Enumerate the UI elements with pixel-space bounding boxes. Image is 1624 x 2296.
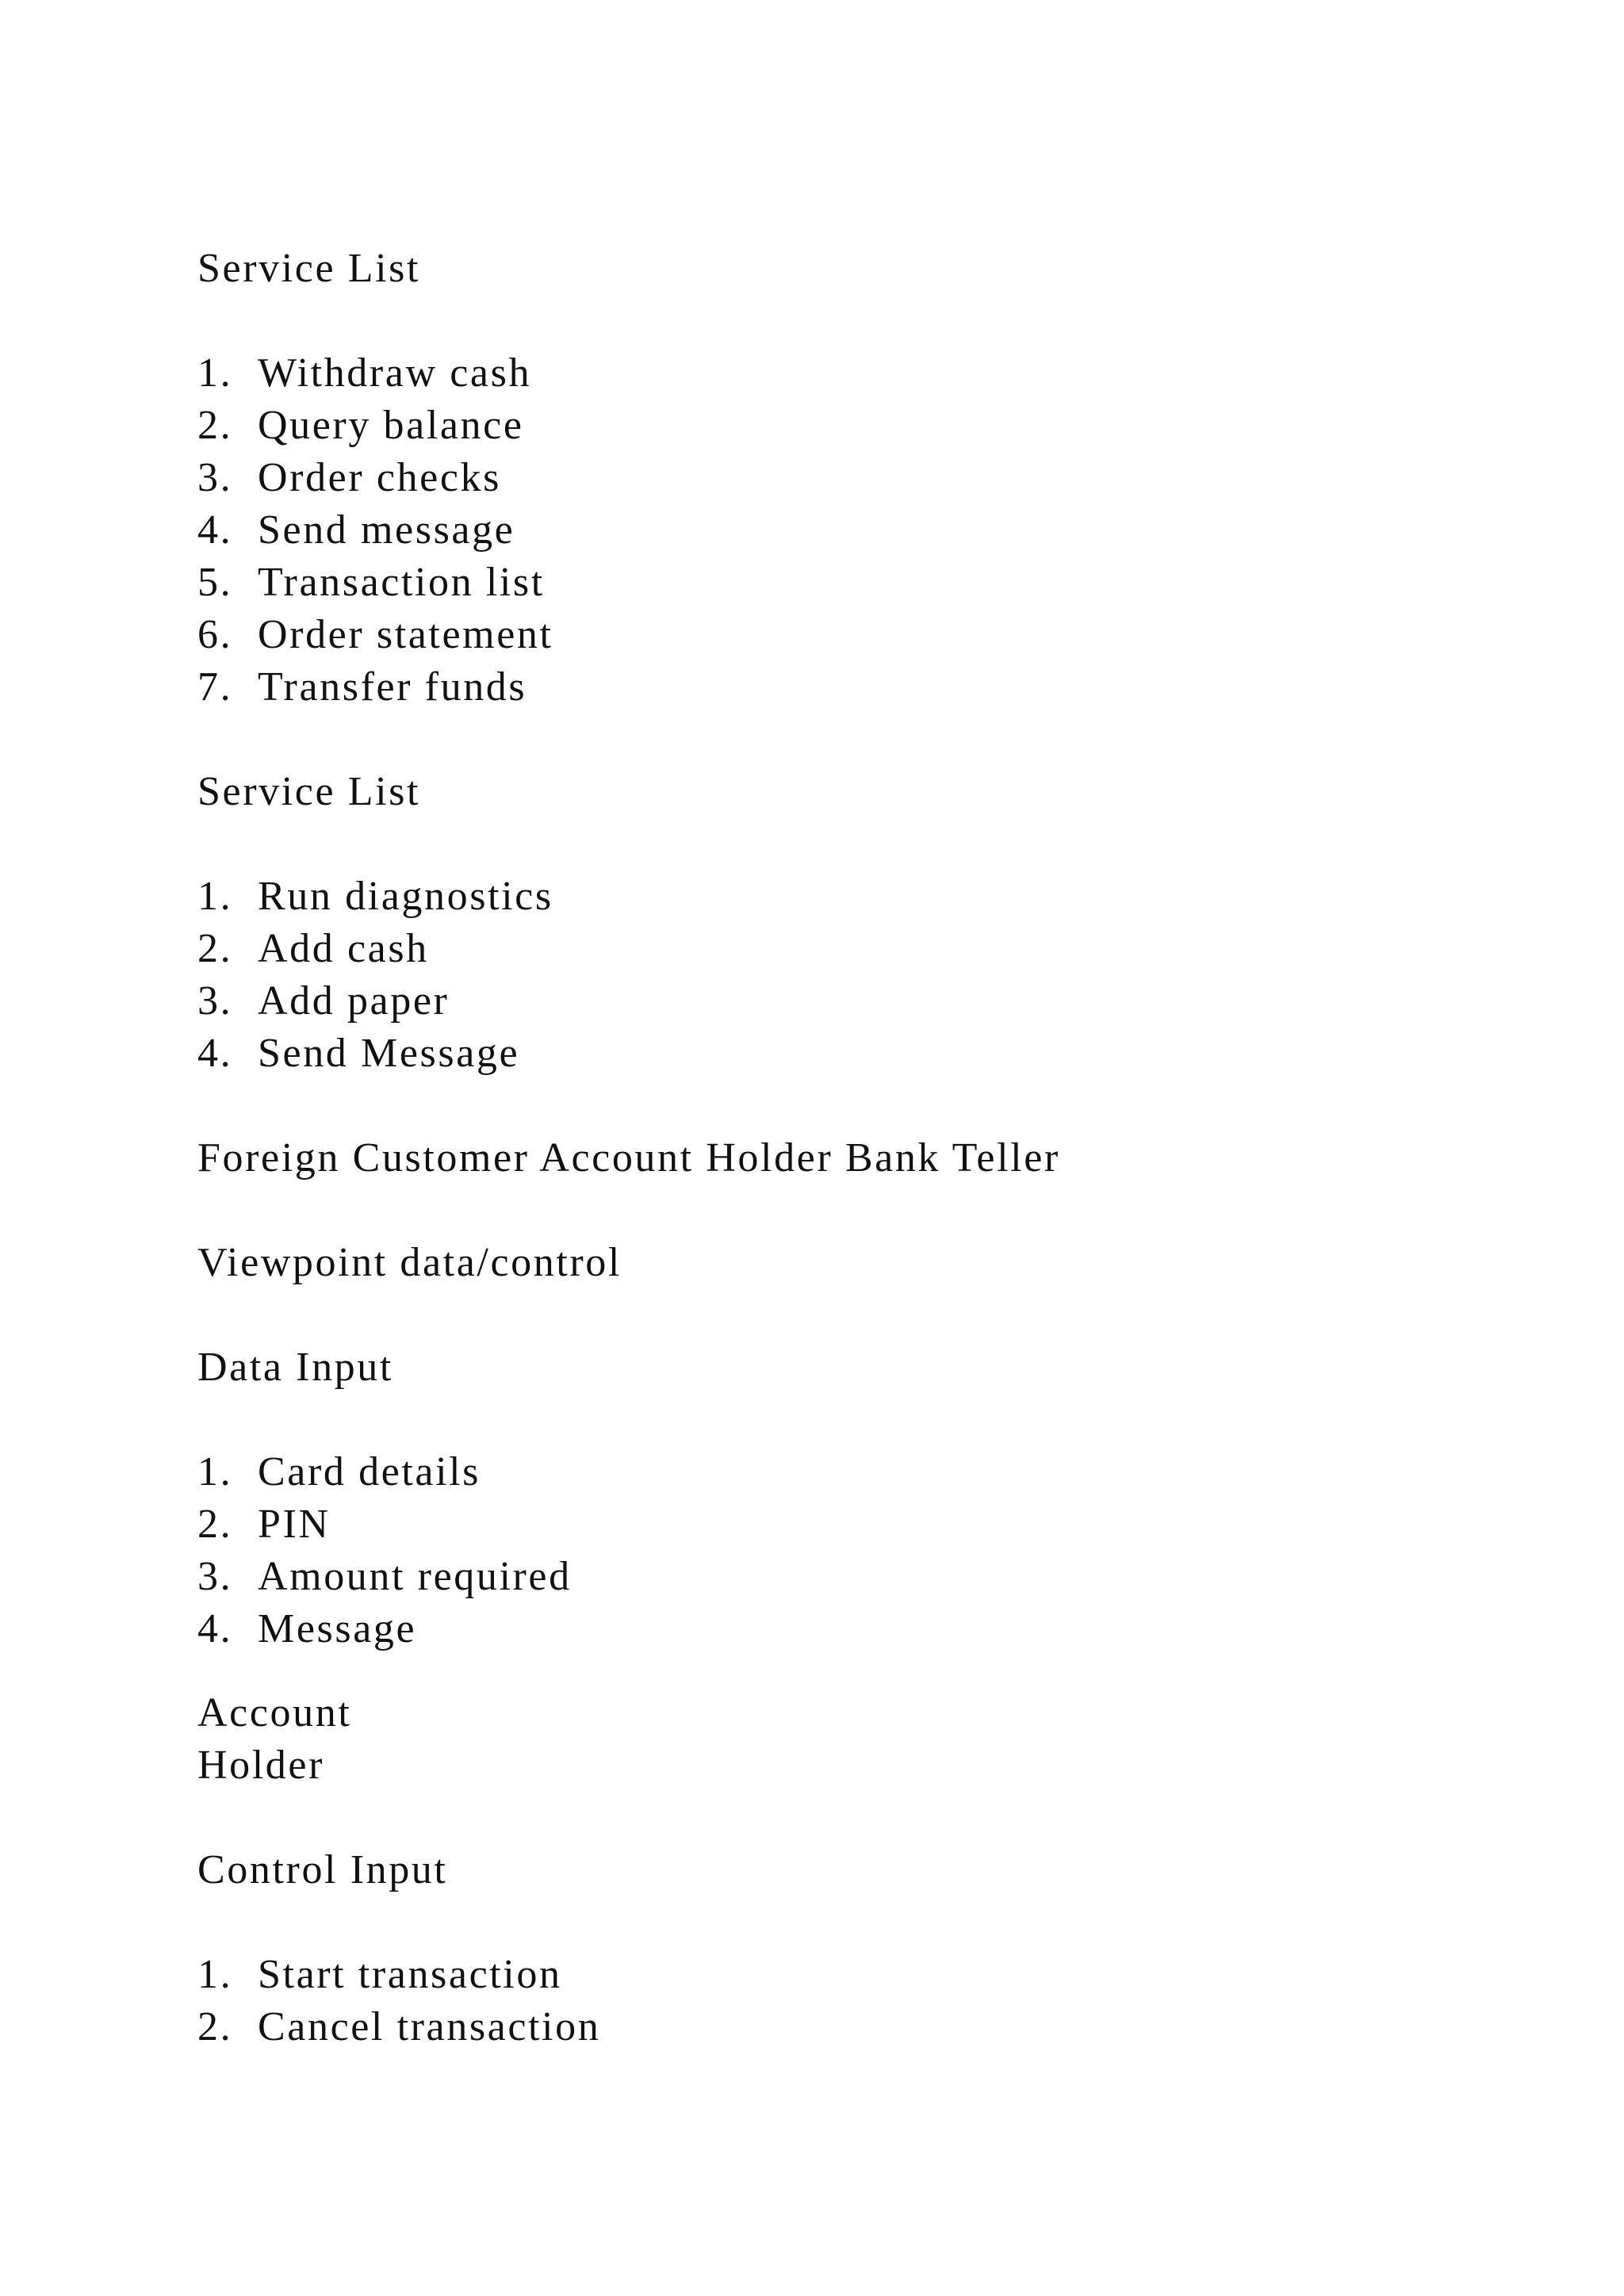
service-list-heading: Service List [197,246,421,291]
service-list-heading: Service List [197,769,421,814]
list-item: 2. PIN [197,1502,331,1547]
data-input-heading: Data Input [197,1345,393,1390]
list-item: 2. Cancel transaction [197,2004,601,2049]
roles-line: Foreign Customer Account Holder Bank Teller [197,1135,1060,1181]
viewpoint-label: Viewpoint data/control [197,1240,622,1285]
list-item: 2. Query balance [197,403,524,448]
account-holder-line: Holder [197,1743,324,1788]
list-item: 4. Message [197,1606,417,1651]
control-input-heading: Control Input [197,1847,448,1892]
list-item: 5. Transaction list [197,560,545,605]
list-item: 6. Order statement [197,612,553,657]
list-item: 1. Start transaction [197,1952,562,1997]
list-item: 2. Add cash [197,926,429,971]
list-item: 3. Amount required [197,1554,572,1599]
document-page [197,243,1545,2053]
account-holder-line: Account [197,1690,352,1735]
list-item: 1. Card details [197,1449,481,1494]
list-item: 4. Send message [197,507,515,553]
list-item: 7. Transfer funds [197,664,527,710]
list-item: 1. Run diagnostics [197,874,553,919]
list-item: 1. Withdraw cash [197,350,532,396]
list-item: 3. Order checks [197,455,501,500]
list-item: 3. Add paper [197,978,450,1024]
list-item: 4. Send Message [197,1031,520,1076]
